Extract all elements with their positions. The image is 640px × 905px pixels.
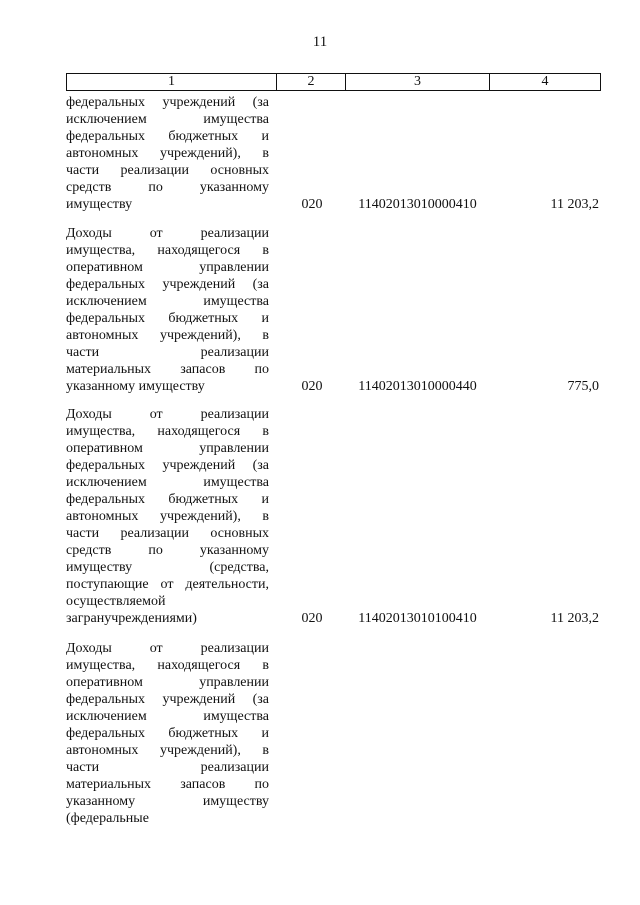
description-line: федеральных бюджетных и: [66, 311, 269, 326]
description-line: автономных учреждений), в: [66, 328, 269, 343]
description-line: имуществу: [66, 197, 133, 212]
budget-classification-code: 11402013010100410: [358, 611, 477, 626]
description-line: имуществу (средства,: [66, 560, 269, 575]
description-line: федеральных бюджетных и: [66, 492, 269, 507]
row-description: [66, 225, 269, 395]
description-line: федеральных учреждений (за: [66, 277, 269, 292]
amount-value: 11 203,2: [550, 197, 599, 212]
description-line: исключением имущества: [66, 475, 269, 490]
page-number: 11: [312, 34, 328, 50]
description-line: федеральных бюджетных и: [66, 129, 269, 144]
description-line: поступающие от деятельности,: [66, 577, 269, 592]
description-line: исключением имущества: [66, 112, 269, 127]
description-line: автономных учреждений), в: [66, 509, 269, 524]
budget-classification-code: 11402013010000410: [358, 197, 477, 212]
table-row: [66, 94, 599, 213]
row-description: [66, 94, 269, 213]
description-line: средств по указанному: [66, 543, 269, 558]
description-line: загранучреждениями): [66, 611, 197, 626]
amount-value: 11 203,2: [550, 611, 599, 626]
description-line: исключением имущества: [66, 294, 269, 309]
description-line: части реализации: [66, 760, 269, 775]
row-description: [66, 406, 269, 627]
description-line: указанному имуществу: [66, 379, 205, 394]
description-line: материальных запасов по: [66, 777, 269, 792]
description-line: части реализации основных: [66, 163, 269, 178]
description-line: Доходы от реализации: [66, 226, 269, 241]
table-row: [66, 225, 599, 395]
description-line: материальных запасов по: [66, 362, 269, 377]
budget-classification-code: 11402013010000440: [358, 379, 477, 394]
description-line: автономных учреждений), в: [66, 146, 269, 161]
admin-code: 020: [301, 379, 323, 394]
description-line: имущества, находящегося в: [66, 424, 269, 439]
admin-code: 020: [301, 197, 323, 212]
description-line: оперативном управлении: [66, 675, 269, 690]
description-line: средств по указанному: [66, 180, 269, 195]
header-col-2: 2: [277, 74, 346, 90]
description-line: исключением имущества: [66, 709, 269, 724]
description-line: имущества, находящегося в: [66, 243, 269, 258]
description-line: автономных учреждений), в: [66, 743, 269, 758]
description-line: Доходы от реализации: [66, 641, 269, 656]
header-col-1: 1: [67, 74, 277, 90]
header-col-3: 3: [346, 74, 490, 90]
description-line: (федеральные: [66, 811, 149, 826]
description-line: части реализации основных: [66, 526, 269, 541]
admin-code: 020: [301, 611, 323, 626]
table-row: [66, 406, 599, 627]
header-col-4: 4: [541, 74, 549, 89]
description-line: части реализации: [66, 345, 269, 360]
description-line: оперативном управлении: [66, 260, 269, 275]
description-line: федеральных учреждений (за: [66, 95, 269, 110]
amount-value: 775,0: [567, 379, 599, 394]
description-line: осуществляемой: [66, 594, 166, 609]
row-description: [66, 640, 269, 827]
description-line: оперативном управлении: [66, 441, 269, 456]
description-line: федеральных учреждений (за: [66, 458, 269, 473]
description-line: имущества, находящегося в: [66, 658, 269, 673]
table-header: [66, 73, 601, 91]
description-line: федеральных бюджетных и: [66, 726, 269, 741]
description-line: Доходы от реализации: [66, 407, 269, 422]
description-line: федеральных учреждений (за: [66, 692, 269, 707]
description-line: указанному имуществу: [66, 794, 269, 809]
table-row: [66, 640, 599, 827]
